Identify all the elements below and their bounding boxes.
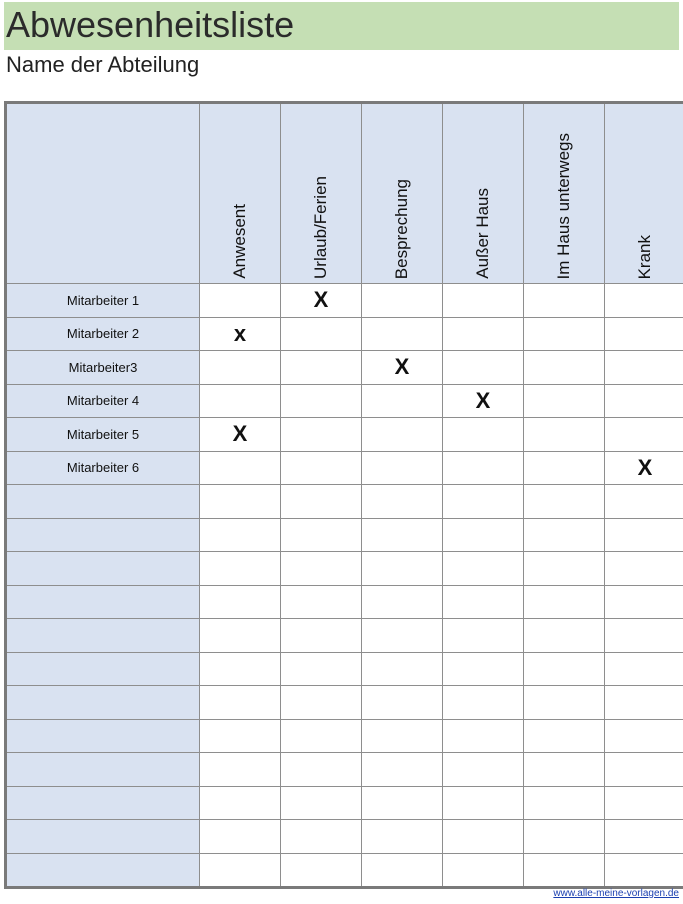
status-cell[interactable] <box>362 485 443 519</box>
table-row <box>6 820 683 854</box>
table-row <box>6 585 683 619</box>
status-cell[interactable] <box>281 652 362 686</box>
status-cell[interactable] <box>605 820 683 854</box>
status-cell[interactable] <box>605 317 683 351</box>
status-cell[interactable] <box>524 619 605 653</box>
status-cell[interactable]: X <box>605 451 683 485</box>
status-cell[interactable] <box>362 820 443 854</box>
employee-name-cell[interactable] <box>6 652 200 686</box>
status-cell[interactable] <box>362 753 443 787</box>
status-cell[interactable] <box>281 351 362 385</box>
status-cell[interactable] <box>200 686 281 720</box>
status-cell[interactable] <box>200 619 281 653</box>
status-cell[interactable] <box>281 820 362 854</box>
status-cell[interactable] <box>200 485 281 519</box>
employee-name-cell[interactable] <box>6 619 200 653</box>
status-cell[interactable] <box>605 853 683 888</box>
table-row <box>6 686 683 720</box>
table-row <box>6 317 683 351</box>
status-cell[interactable] <box>362 686 443 720</box>
table-row <box>6 853 683 888</box>
status-cell[interactable] <box>362 552 443 586</box>
status-cell[interactable]: X <box>362 351 443 385</box>
employee-name-cell[interactable] <box>6 686 200 720</box>
status-cell[interactable] <box>605 619 683 653</box>
column-header-ausser-haus: Außer Haus <box>443 103 524 284</box>
table-row <box>6 351 683 385</box>
column-header-im-haus: Im Haus unterwegs <box>524 103 605 284</box>
status-cell[interactable] <box>605 485 683 519</box>
status-cell[interactable]: X <box>200 418 281 452</box>
employee-name-cell[interactable] <box>6 552 200 586</box>
status-cell[interactable] <box>200 853 281 888</box>
status-cell[interactable] <box>605 418 683 452</box>
status-cell[interactable] <box>605 518 683 552</box>
table-row <box>6 451 683 485</box>
column-header-besprechung: Besprechung <box>362 103 443 284</box>
department-name: Name der Abteilung <box>6 52 200 77</box>
status-cell[interactable] <box>605 351 683 385</box>
status-cell[interactable] <box>524 686 605 720</box>
employee-name-cell[interactable] <box>6 485 200 519</box>
status-cell[interactable] <box>362 619 443 653</box>
status-cell[interactable] <box>200 284 281 318</box>
status-cell[interactable] <box>362 853 443 888</box>
employee-name-cell[interactable] <box>6 719 200 753</box>
table-row <box>6 719 683 753</box>
table-row <box>6 284 683 318</box>
status-cell[interactable] <box>281 853 362 888</box>
table-body <box>6 284 683 888</box>
status-cell[interactable] <box>524 585 605 619</box>
status-cell[interactable] <box>200 518 281 552</box>
status-cell[interactable] <box>605 384 683 418</box>
status-cell[interactable] <box>200 351 281 385</box>
status-cell[interactable] <box>200 753 281 787</box>
status-cell[interactable] <box>443 619 524 653</box>
status-cell[interactable] <box>362 418 443 452</box>
table-row <box>6 384 683 418</box>
employee-name-cell[interactable] <box>6 820 200 854</box>
status-cell[interactable] <box>362 384 443 418</box>
status-cell[interactable] <box>200 552 281 586</box>
status-cell[interactable] <box>443 719 524 753</box>
status-cell[interactable] <box>524 786 605 820</box>
status-cell[interactable] <box>200 719 281 753</box>
status-cell[interactable] <box>443 351 524 385</box>
status-cell[interactable] <box>200 384 281 418</box>
table-row <box>6 786 683 820</box>
status-cell[interactable] <box>524 820 605 854</box>
status-cell[interactable] <box>524 418 605 452</box>
status-cell[interactable] <box>281 451 362 485</box>
status-cell[interactable] <box>362 719 443 753</box>
column-header-urlaub: Urlaub/Ferien <box>281 103 362 284</box>
status-cell[interactable] <box>524 451 605 485</box>
status-cell[interactable] <box>281 786 362 820</box>
status-cell[interactable] <box>524 652 605 686</box>
status-cell[interactable] <box>443 284 524 318</box>
status-cell[interactable] <box>362 518 443 552</box>
status-cell[interactable] <box>443 485 524 519</box>
status-cell[interactable] <box>524 552 605 586</box>
footer-link[interactable]: www.alle-meine-vorlagen.de <box>553 888 679 899</box>
status-cell[interactable] <box>443 820 524 854</box>
status-cell[interactable] <box>443 686 524 720</box>
status-cell[interactable] <box>443 518 524 552</box>
status-cell[interactable] <box>524 853 605 888</box>
column-header-anwesent: Anwesent <box>200 103 281 284</box>
table-row <box>6 485 683 519</box>
status-cell[interactable] <box>443 451 524 485</box>
status-cell[interactable] <box>524 384 605 418</box>
status-cell[interactable] <box>524 753 605 787</box>
table-row <box>6 418 683 452</box>
status-cell[interactable] <box>605 284 683 318</box>
status-cell[interactable] <box>281 518 362 552</box>
status-cell[interactable] <box>200 786 281 820</box>
status-cell[interactable] <box>281 384 362 418</box>
status-cell[interactable] <box>443 317 524 351</box>
status-cell[interactable] <box>200 820 281 854</box>
status-cell[interactable] <box>362 284 443 318</box>
page-title: Abwesenheitsliste <box>6 4 295 45</box>
employee-name-cell[interactable]: Mitarbeiter3 <box>6 351 200 385</box>
employee-name-cell[interactable] <box>6 518 200 552</box>
status-cell[interactable] <box>200 652 281 686</box>
status-cell[interactable] <box>362 786 443 820</box>
status-cell[interactable] <box>605 686 683 720</box>
status-cell[interactable] <box>524 719 605 753</box>
employee-name-cell[interactable]: Mitarbeiter 2 <box>6 317 200 351</box>
status-cell[interactable] <box>524 518 605 552</box>
table-row <box>6 652 683 686</box>
status-cell[interactable] <box>281 418 362 452</box>
status-cell[interactable] <box>443 552 524 586</box>
status-cell[interactable]: X <box>443 384 524 418</box>
employee-name-cell[interactable] <box>6 753 200 787</box>
status-cell[interactable]: x <box>200 317 281 351</box>
status-cell[interactable] <box>524 351 605 385</box>
status-cell[interactable] <box>281 317 362 351</box>
employee-name-cell[interactable]: Mitarbeiter 4 <box>6 384 200 418</box>
status-cell[interactable] <box>362 451 443 485</box>
status-cell[interactable] <box>605 552 683 586</box>
status-cell[interactable] <box>281 485 362 519</box>
status-cell[interactable] <box>362 652 443 686</box>
header-row <box>6 103 683 284</box>
status-cell[interactable] <box>524 317 605 351</box>
table-row <box>6 753 683 787</box>
status-cell[interactable] <box>443 786 524 820</box>
status-cell[interactable] <box>605 753 683 787</box>
status-cell[interactable] <box>362 317 443 351</box>
status-cell[interactable] <box>605 585 683 619</box>
status-cell[interactable] <box>362 585 443 619</box>
status-cell[interactable] <box>443 585 524 619</box>
status-cell[interactable] <box>524 485 605 519</box>
status-cell[interactable] <box>281 585 362 619</box>
table-row <box>6 518 683 552</box>
status-cell[interactable] <box>281 686 362 720</box>
status-cell[interactable] <box>281 619 362 653</box>
status-cell[interactable] <box>443 652 524 686</box>
status-cell[interactable] <box>524 284 605 318</box>
status-cell[interactable] <box>281 753 362 787</box>
status-cell[interactable] <box>281 719 362 753</box>
employee-name-cell[interactable] <box>6 853 200 888</box>
status-cell[interactable] <box>443 418 524 452</box>
employee-name-cell[interactable]: Mitarbeiter 5 <box>6 418 200 452</box>
employee-name-cell[interactable] <box>6 585 200 619</box>
status-cell[interactable] <box>605 652 683 686</box>
employee-name-cell[interactable]: Mitarbeiter 1 <box>6 284 200 318</box>
status-cell[interactable] <box>200 585 281 619</box>
employee-name-cell[interactable] <box>6 786 200 820</box>
title-bar <box>4 2 679 50</box>
table-row <box>6 552 683 586</box>
absence-table <box>4 101 683 889</box>
corner-cell <box>6 103 200 284</box>
status-cell[interactable] <box>605 786 683 820</box>
column-header-krank: Krank <box>605 103 683 284</box>
status-cell[interactable] <box>605 719 683 753</box>
table-row <box>6 619 683 653</box>
employee-name-cell[interactable]: Mitarbeiter 6 <box>6 451 200 485</box>
status-cell[interactable] <box>443 753 524 787</box>
status-cell[interactable] <box>200 451 281 485</box>
status-cell[interactable]: X <box>281 284 362 318</box>
status-cell[interactable] <box>281 552 362 586</box>
status-cell[interactable] <box>443 853 524 888</box>
